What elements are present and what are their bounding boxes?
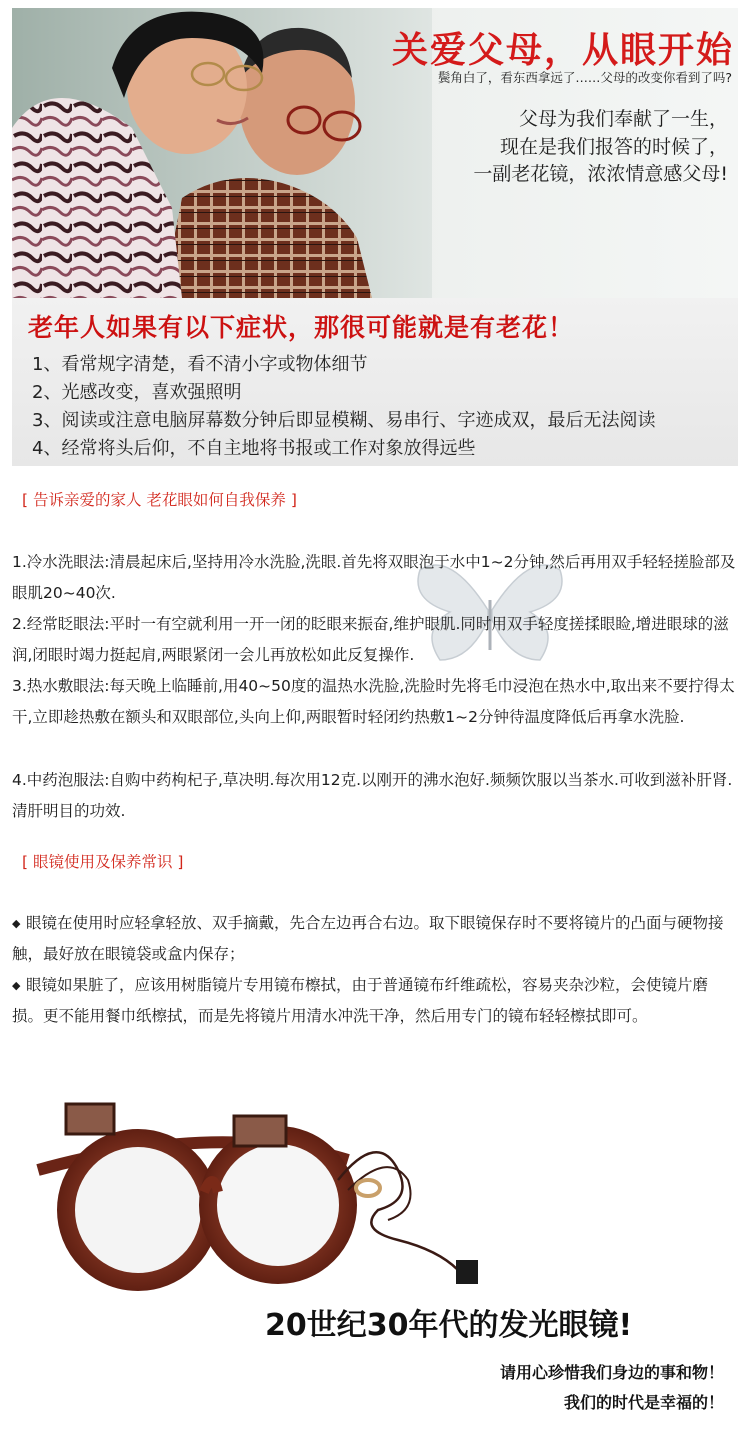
tip-blink: 2.经常眨眼法:平时一有空就利用一开一闭的眨眼来振奋,维护眼肌.同时用双手轻度搓揉眼睑,增进眼球的滋润,闭眼时竭力挺起肩,两眼紧闭一会儿再放松如此反复操作. bbox=[12, 615, 729, 664]
bottom-title: 20世纪30年代的发光眼镜! bbox=[265, 1308, 633, 1343]
symptoms-panel bbox=[12, 298, 738, 466]
hero-title: 关爱父母，从眼开始 bbox=[392, 30, 735, 71]
care-text: 眼镜在使用时应轻拿轻放、双手摘戴，先合左边再合右边。取下眼镜保存时不要将镜片的凸面与硬物接触，最好放在眼镜袋或盒内保存； bbox=[12, 914, 724, 963]
diamond-bullet-icon: ◆ bbox=[12, 917, 21, 930]
bottom-line-1: 请用心珍惜我们身边的事和物！ bbox=[499, 1363, 724, 1382]
tip-hot-compress: 3.热水敷眼法:每天晚上临睡前,用40~50度的温热水洗脸,洗脸时先将毛巾浸泡在热水中,取出来不要拧得太干,立即趁热敷在额头和双眼部位,头向上仰,两眼暂时轻闭约热敷1~2分钟待温度降低后再拿水洗脸. bbox=[12, 677, 735, 726]
hero-line-2: 现在是我们报答的时候了， bbox=[499, 136, 728, 158]
tip-cold-water: 1.冷水洗眼法:清晨起床后,坚持用冷水洗脸,洗眼.首先将双眼泡于水中1~2分钟,然后再用双手轻轻搓脸部及眼肌20~40次. bbox=[12, 553, 736, 602]
section-title-glasses-care: [ 眼镜使用及保养常识 ] bbox=[22, 853, 184, 871]
hero-line-3: 一副老花镜，浓浓情意感父母! bbox=[473, 163, 728, 185]
symptom-item: 1、看常规字清楚，看不清小字或物体细节 bbox=[32, 354, 368, 375]
hero-banner bbox=[12, 8, 738, 298]
symptom-item: 2、光感改变，喜欢强照明 bbox=[32, 382, 242, 403]
section-title-self-care: [ 告诉亲爱的家人 老花眼如何自我保养 ] bbox=[22, 491, 297, 509]
care-text: 眼镜如果脏了，应该用树脂镜片专用镜布檫拭，由于普通镜布纤维疏松，容易夹杂沙粒，会使镜片磨损。更不能用餐巾纸檫拭，而是先将镜片用清水冲洗干净，然后用专门的镜布轻轻檫拭即可。 bbox=[12, 976, 709, 1025]
tip-herbal: 4.中药泡服法:自购中药枸杞子,草决明.每次用12克.以刚开的沸水泡好.频频饮服以当茶水.可收到滋补肝肾.清肝明目的功效. bbox=[12, 771, 733, 820]
hero-subtitle: 鬓角白了，看东西拿远了……父母的改变你看到了吗? bbox=[437, 70, 732, 85]
symptoms-title: 老年人如果有以下症状，那很可能就是有老花！ bbox=[28, 313, 575, 342]
bottom-line-2: 我们的时代是幸福的！ bbox=[563, 1393, 724, 1412]
symptom-item: 3、阅读或注意电脑屏幕数分钟后即显模糊、易串行、字迹成双，最后无法阅读 bbox=[32, 410, 656, 431]
elderly-couple-photo bbox=[12, 8, 432, 298]
care-item-cleaning bbox=[12, 970, 736, 1032]
symptom-item: 4、经常将头后仰，不自主地将书报或工作对象放得远些 bbox=[32, 438, 476, 459]
hero-line-1: 父母为我们奉献了一生， bbox=[518, 108, 728, 130]
diamond-bullet-icon: ◆ bbox=[12, 979, 21, 992]
vintage-glasses-photo bbox=[18, 1100, 488, 1310]
care-item-handling bbox=[12, 908, 736, 970]
